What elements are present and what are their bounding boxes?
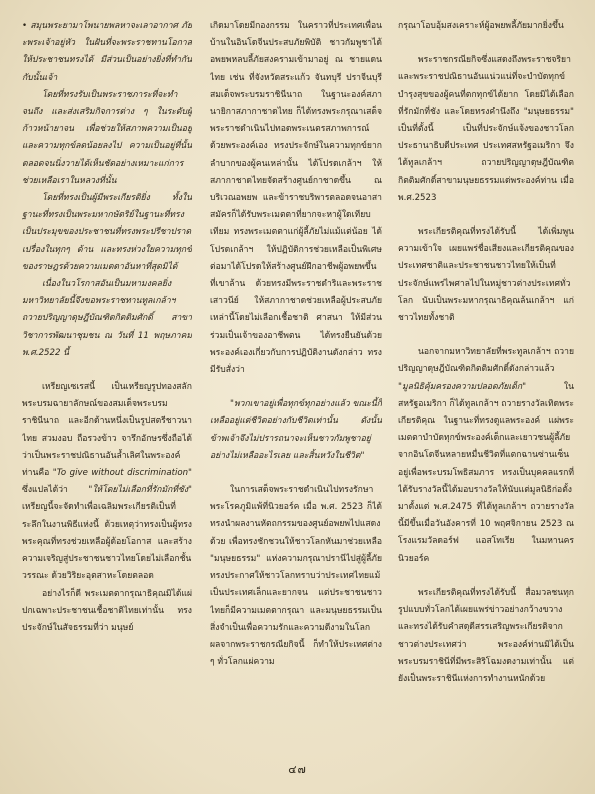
paragraph: อย่างไรก็ดี พระเมตตากรุณาธิคุณมิได้แผ่ปกเฉพาะประชาชนเชื้อชาติไทยเท่านั้น ทรงประจักษ์ในสัจธรรมที่ว่า มนุษย์ <box>22 588 192 633</box>
paragraph <box>398 344 574 568</box>
paragraph <box>22 379 192 585</box>
paragraph-text: ในสหรัฐอเมริกา ก็ได้ทูลเกล้าฯ ถวายรางวัลเทิดพระเกียรติคุณ ในฐานะที่ทรงดูแลพระองค์ แผ่พระเมตตาบำบัดทุกข์พระองค์เด็กและเยาวชนผู้ลี้ภัยจากอินโดจีนหลายหมื่นชีวิตที่แตกฉานซ่านเซ็นอยู่เพื่อพระบรมโพธิสมภาร ทรงเป็นบุคคลแรกที่ได้รับรางวัลนี้ได้มอบรางวัลให้นับแต่มูลนิธิก่อตั้งมาตั้งแต่ พ.ศ.2475 ที่ได้ทูลเกล้าฯ ถวายรางวัลนี้มีขึ้นเมื่อวันอังคารที่ 10 พฤศจิกายน 2523 ณ โรงแรมวัลดอร์ฟ แอสโทเรีย ในมหานครนิวยอร์ค <box>398 381 574 564</box>
paragraph: เนื่องในวโรกาสอันเป็นมหามงคลยิ่ง มหาวิทยาลัยนี้จึงขอพระราชทานทูลเกล้าฯ ถวายปริญญาดุษฎีบัณฑิตกิตติมศักดิ์ สาขาวิชาการพัฒนาชุมชน ณ วันที่ 11 พฤษภาคม พ.ศ.2522 นี้ <box>22 279 192 358</box>
paragraph: เกิดมาโดยมีกองกรรม ในคราวที่ประเทศเพื่อนบ้านในอินโดจีนประสบภัยพิบัติ ชาวกัมพูชาได้อพยพหลบลี้ภัยสงครามเข้ามาอยู่ ณ ชายแดนไทย เช่น ที่จังหวัดสระแก้ว จันทบุรี ปราจีนบุรี สมเด็จพระบรมราชินีนาถ ในฐานะองค์สภานายิกาสภากาชาดไทย ก็ได้ทรงพระกรุณาเสด็จพระราชดำเนินไปทอดพระเนตรสภาพการณ์ด้วยพระองค์เอง ทรงประจักษ์ในความทุกข์ยากลำบากของผู้คนเหล่านั้น ได้โปรดเกล้าฯ ให้สภากาชาดไทยจัดสร้างศูนย์กาชาดขึ้น ณ บริเวณอพยพ และข้าราชบริพารตลอดจนอาสาสมัครก็ได้รับพระเมตตาที่ยากจะหาผู้ใดเทียบเทียม ทรงพระเมตตาแก่ผู้ลี้ภัยไม่แม้แต่น้อย ได้โปรดเกล้าฯ ให้ปฏิบัติการช่วยเหลือเป็นพิเศษ ต่อมาได้โปรดให้สร้างศูนย์ฝึกอาชีพผู้อพยพขึ้นที่เขาล้าน ด้วยทรงมีพระราชดำริและพระราชเสาวนีย์ ให้สภากาชาดช่วยเหลือผู้ประสบภัยเหล่านี้โดยไม่เลือกเชื้อชาติ ศาสนา ให้มีส่วนร่วมเป็นเจ้าของอาชีพตน ได้ทรงยืนยันด้วยพระองค์เองเกี่ยวกับการปฏิบัติงานดังกล่าว ทรงมีรับสั่งว่า <box>210 21 382 376</box>
paragraph: พระเกียรติคุณที่ทรงได้รับนี้ สื่อมวลชนทุกรูปแบบทั่วโลกได้เผยแพร่ข่าวอย่างกว้างขวาง และทรงได้รับคำสดุดีสรรเสริญพระเกียรติจากชาวต่างประเทศว่า พระองค์ท่านมิได้เป็นพระบรมราชินีที่มีพระสิริโฉมงดงามเท่านั้น แต่ยังเป็นพระราชินีแห่งการทำงานหนักด้วย <box>398 587 574 684</box>
paragraph: กรุณาโอบอุ้มสงเคราะห์ผู้อพยพลี้ภัยมากยิ่งขึ้น <box>398 21 564 31</box>
motto-thai: "ให้โดยไม่เลือกที่รักมักที่ชัง" <box>88 485 192 496</box>
motto-english: "To give without discrimination" <box>52 468 192 479</box>
page-number: ๔๗ <box>288 763 307 776</box>
paragraph: ในการเสด็จพระราชดำเนินไปทรงรักษาพระโรคภูมิแพ้ที่นิวยอร์ค เมื่อ พ.ศ. 2523 ก็ได้ทรงนำผลงานหัตถกรรมของศูนย์อพยพไปแสดงด้วย เพื่อทรงชักชวนให้ชาวโลกหันมาช่วยเหลือ "มนุษยธรรม" แห่งความกรุณาปรานีไปสู่ผู้ลี้ภัย ทรงประกาศให้ชาวโลกทราบว่าประเทศไทยแม้เป็นประเทศเล็กและยากจน แต่ประชาชนชาวไทยก็มีความเมตตากรุณา และมนุษยธรรมเป็นสิ่งจำเป็นเพื่อความรักและความดีงามในโลก ผลจากพระราชกรณียกิจนี้ ก็ทำให้ประเทศต่าง ๆ ทั่วโลกแผ่ความ <box>210 485 382 668</box>
paragraph-text: เหรียญเซเรสนี้ เป็นเหรียญรูปทองสลักพระบรมฉายาลักษณ์ของสมเด็จพระบรมราชินีนาถ และอีกด้านหนึ่งเป็นรูปสตรีชาวนาไทย สวมงอบ ถือรวงข้าว จารึกอักษรซึ่งถือได้ว่าเป็นพระราชปณิธานอันล้ำเลิศในพระองค์ท่านคือ <box>22 382 192 479</box>
text-column-middle <box>210 18 382 758</box>
paragraph: พระเกียรติคุณที่ทรงได้รับนี้ ได้เพิ่มพูนความเข้าใจ เผยแพร่ชื่อเสียงและเกียรติคุณของประเทศชาติและประชาชนชาวไทยให้เป็นที่ประจักษ์แพร่ไพศาลไปในหมู่ชาวต่างประเทศทั่วโลก นับเป็นพระมหากรุณาธิคุณล้นเกล้าฯ แก่ชาวไทยทั้งชาติ <box>398 227 574 324</box>
foundation-name: "มูลนิธิคุ้มครองความปลอดภัยเด็ก" <box>398 381 527 392</box>
paragraph: โดยที่ทรงเป็นผู้มีพระเกียรติยิ่ง ทั้งในฐานะที่ทรงเป็นพระมหากษัตริย์ในฐานะที่ทรงเป็นประมุขของประชาชนที่ทรงพระปรีชาปราดเปรื่องในทุกๆ ด้าน และทรงห่วงใยความทุกข์ของราษฎรด้วยความเมตตาอันหาที่สุดมิได้ <box>22 193 192 272</box>
paragraph: • สมุนพระยามาโพนายพลหาจะเลาอากาศ ภัยะพระเจ้าอยู่หัว ในฝันที่จะพระราชทานโอกาสให้ประชาชนทรงได้ มีส่วนเป็นอย่างยิ่งที่ทำกันกับนั้นเจ้า <box>22 21 192 83</box>
quote: "พวกเขาอยู่เพื่อทุกข์ทุกอย่างแล้ว ขณะนี้ก็เหลืออยู่แต่ชีวิตอย่างกับชีวิตเท่านั้น ดังนั้น ข้าพเจ้าจึงไม่ปรารถนาจะเห็นชาวกัมพูชาอยู่อย่างไม่เหลืออะไรเลย และสิ้นหวังในชีวิต" <box>210 399 382 461</box>
text-column-right <box>398 18 574 758</box>
paragraph-text: ซึ่งแปลได้ว่า <box>22 485 68 496</box>
text-column-left <box>22 18 192 758</box>
paragraph: พระราชกรณียกิจซึ่งแสดงถึงพระราชจริยาและพระราชปณิธานอันแน่วแน่ที่จะบำบัดทุกข์บำรุงสุขของผู้คนที่ตกทุกข์ได้ยาก โดยมิได้เลือกที่รักมักที่ชัง และโดยทรงคำนึงถึง "มนุษยธรรม" เป็นที่ตั้งนี้ เป็นที่ประจักษ์แจ้งของชาวโลก ประธานาธิบดีประเทศ ประเทศสหรัฐอเมริกา จึงได้ทูลเกล้าฯ ถวายปริญญาดุษฎีบัณฑิตกิตติมศักดิ์สาขามนุษยธรรมแด่พระองค์ท่าน เมื่อ พ.ศ.2523 <box>398 55 574 203</box>
paragraph: โดยที่ทรงรับเป็นพระราชภาระที่จะทำจนถึง และส่งเสริมกิจการต่าง ๆ ในระดับผู้ก้าวหน้ายาจน เพื่อช่วยให้สภาพความเป็นอยู่และความทุกข์ลดน้อยลงไป ความเป็นอยู่ที่นั้น ตลอดจนนิ่งวายได้เห็นชัดอย่างเหมาะแก่การช่วยเหลือเราในหลวงที่นั้น <box>22 89 192 186</box>
paragraph-text: นอกจากมหาวิทยาลัยที่พระทูลเกล้าฯ ถวายปริญญาดุษฎีบัณฑิตกิตติมศักดิ์ดังกล่าวแล้ว <box>398 347 574 375</box>
paragraph-text: เหรียญนี้จะจัดทำเพื่อเฉลิมพระเกียรติเป็นที่ระลึกในงานพิธีแห่งนี้ ด้วยเหตุว่าทรงเป็นผู้ทรงพระคุณที่ทรงช่วยเหลือผู้ด้อยโอกาส และสร้างความเจริญสู่ประชาชนชาวไทยโดยไม่เลือกชั้นวรรณะ ด้วยวิริยะอุตสาหะโดยตลอด <box>22 502 192 582</box>
